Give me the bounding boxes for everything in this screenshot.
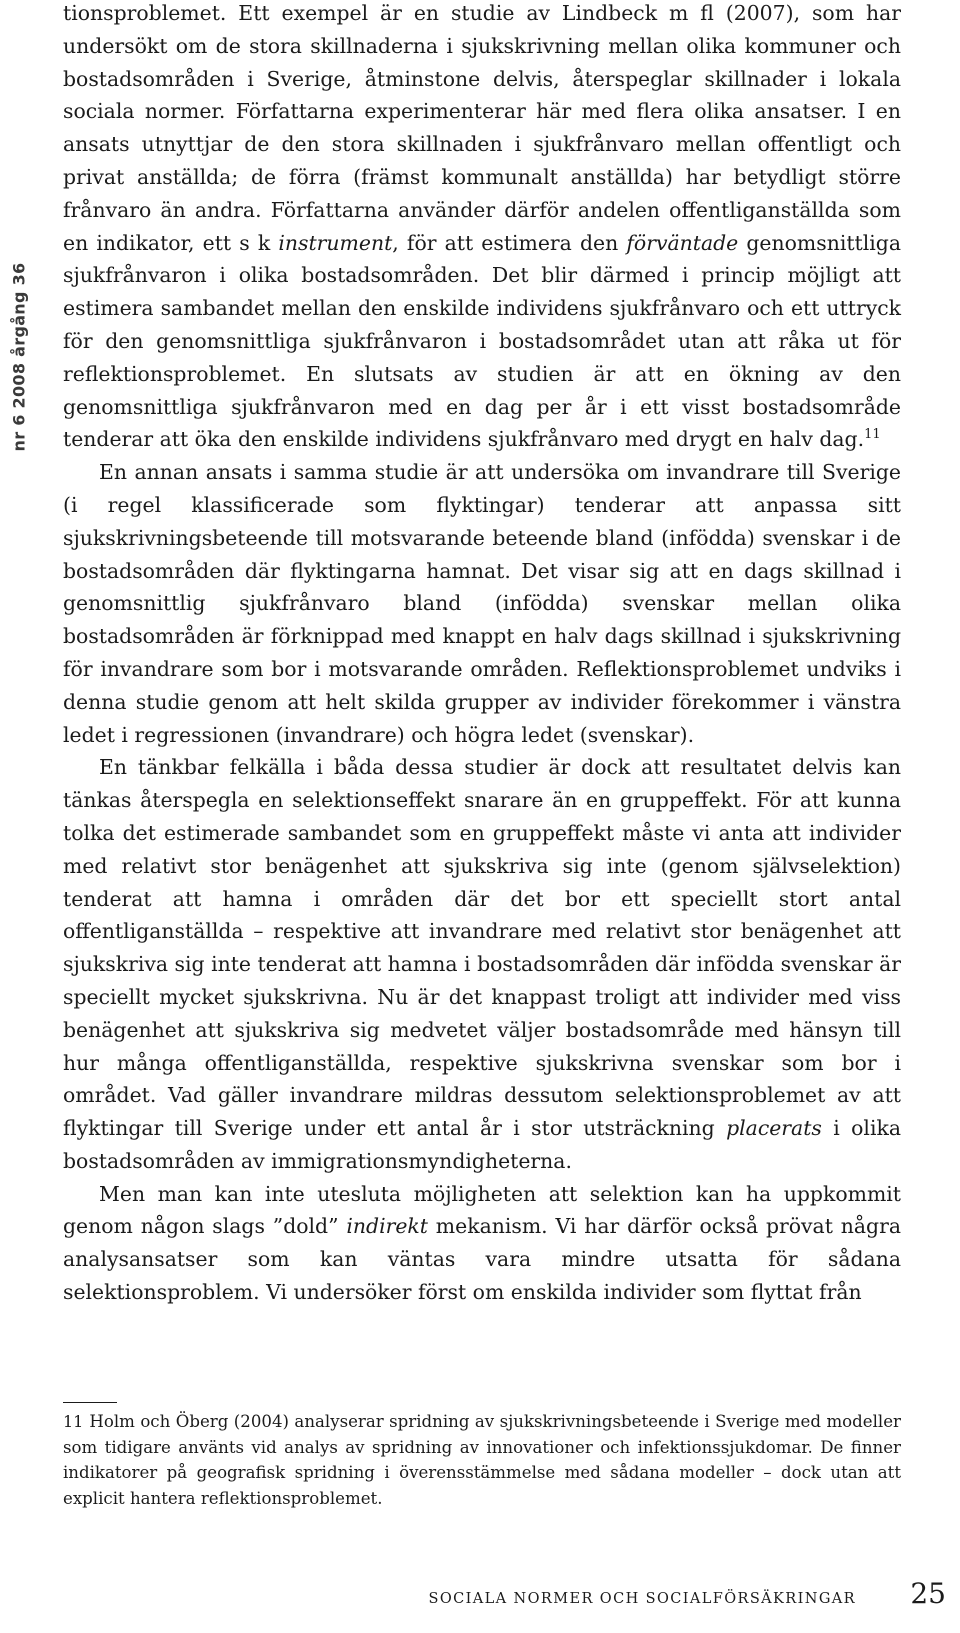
footnote [63,1409,901,1512]
footnote-divider [63,1402,117,1403]
emphasis-indirekt: indirekt [346,1214,428,1239]
footnote-text: Holm och Öberg (2004) analyserar spridning av sjukskrivningsbeteende i Sverige med modeller som tidigare använts vid analys av spridning av innovationer och infektionssjukdomar. De finner indikatorer på geografisk spridning i överensstämmelse med sådana modeller – dock utan att explicit hantera reflektionsproblemet. [63,1412,901,1509]
emphasis-placerats: placerats [726,1116,822,1141]
text-segment: genomsnittliga sjukfrånvaron i olika bostadsområden. Det blir därmed i princip möjligt att estimera sambandet mellan den enskilde individens sjukfrånvaro och ett uttryck för den genomsnittliga sjukfrånvaron i bostadsområdet utan att råka ut för reflektionsproblemet. En slutsats av studien är att en ökning av den genomsnittliga sjukfrånvaron med en dag per år i ett visst bostadsområde tenderar att öka den enskilde individens sjukfrånvaro med drygt en halv dag. [63,230,901,452]
text-segment: mekanism. Vi har därför också prövat några analysansatser som kan väntas vara mindre utsatta för sådana selektionsproblem. Vi undersöker först om enskilda individer som flyttat från [63,1214,901,1305]
paragraph-4 [63,1178,901,1309]
text-segment: , för att estimera den [392,230,627,255]
paragraph-2 [63,456,901,751]
paragraph-3 [63,751,901,1177]
text-segment: En tänkbar felkälla i båda dessa studier är dock att resultatet delvis kan tänkas återspegla en selektionseffekt snarare än en gruppeffekt. För att kunna tolka det estimerade sambandet som en gruppeffekt måste vi anta att individer med relativt stor benägenhet att sjukskriva sig inte (genom självselektion) tenderat att hamna i områden där det bor ett speciellt stort antal offentliganställda – respektive att invandrare med relativt stor benägenhet att sjukskriva sig inte tenderat att hamna i bostadsområden där infödda svenskar är speciellt mycket sjukskrivna. Nu är det knappast troligt att individer med viss benägenhet att sjukskriva sig medvetet väljer bostadsområde med hänsyn till hur många offentliganställda, respektive sjukskrivna svenskar som bor i området. Vad gäller invandrare mildras dessutom selektionsproblemet av att flyktingar till Sverige under ett antal år i stor utsträckning [63,755,901,1141]
text-segment: i olika bostadsområden av immigrationsmyndigheterna. [63,1116,901,1173]
footnote-reference: 11 [864,427,881,443]
emphasis-instrument: instrument [278,230,393,255]
emphasis-forvantade: förväntade [626,230,739,255]
paragraph-1 [63,0,901,456]
text-segment: En annan ansats i samma studie är att undersöka om invandrare till Sverige (i regel klassificerade som flyktingar) tenderar att anpassa sitt sjukskrivningsbeteende till motsvarande beteende bland (infödda) svenskar i de bostadsområden där flyktingarna hamnat. Det visar sig att en dags skillnad i genomsnittlig sjukfrånvaro bland (infödda) svenskar mellan olika bostadsområden är förknippad med knappt en halv dags skillnad i sjukskrivning för invandrare som bor i motsvarande områden. Reflektionsproblemet undviks i denna studie genom att helt skilda grupper av individer förekommer i vänstra ledet i regressionen (invandrare) och högra ledet (svenskar). [63,460,901,747]
body-text [63,0,901,1309]
text-segment: tionsproblemet. Ett exempel är en studie av Lindbeck m fl (2007), som har undersökt om de stora skillnaderna i sjukskrivning mellan olika kommuner och bostadsområden i Sverige, åtminstone delvis, återspeglar skillnader i lokala sociala normer. Författarna experimenterar här med flera olika ansatser. I en ansats utnyttjar de den stora skillnaden i sjukfrånvaro mellan offentligt och privat anställda; de förra (främst kommunalt anställda) har betydligt större frånvaro än andra. Författarna använder därför andelen offentliganställda som en indikator, ett s k [63,1,901,255]
footnote-number: 11 [63,1412,84,1431]
side-label-text: nr 6 2008 årgång 36 [9,262,29,452]
journal-issue-label [8,237,30,477]
page-number: 25 [910,1577,946,1610]
running-footer-title: SOCIALA NORMER OCH SOCIALFÖRSÄKRINGAR [428,1591,856,1607]
text-segment: Men man kan inte utesluta möjligheten att selektion kan ha uppkommit genom någon slags ”dold” [63,1181,901,1239]
